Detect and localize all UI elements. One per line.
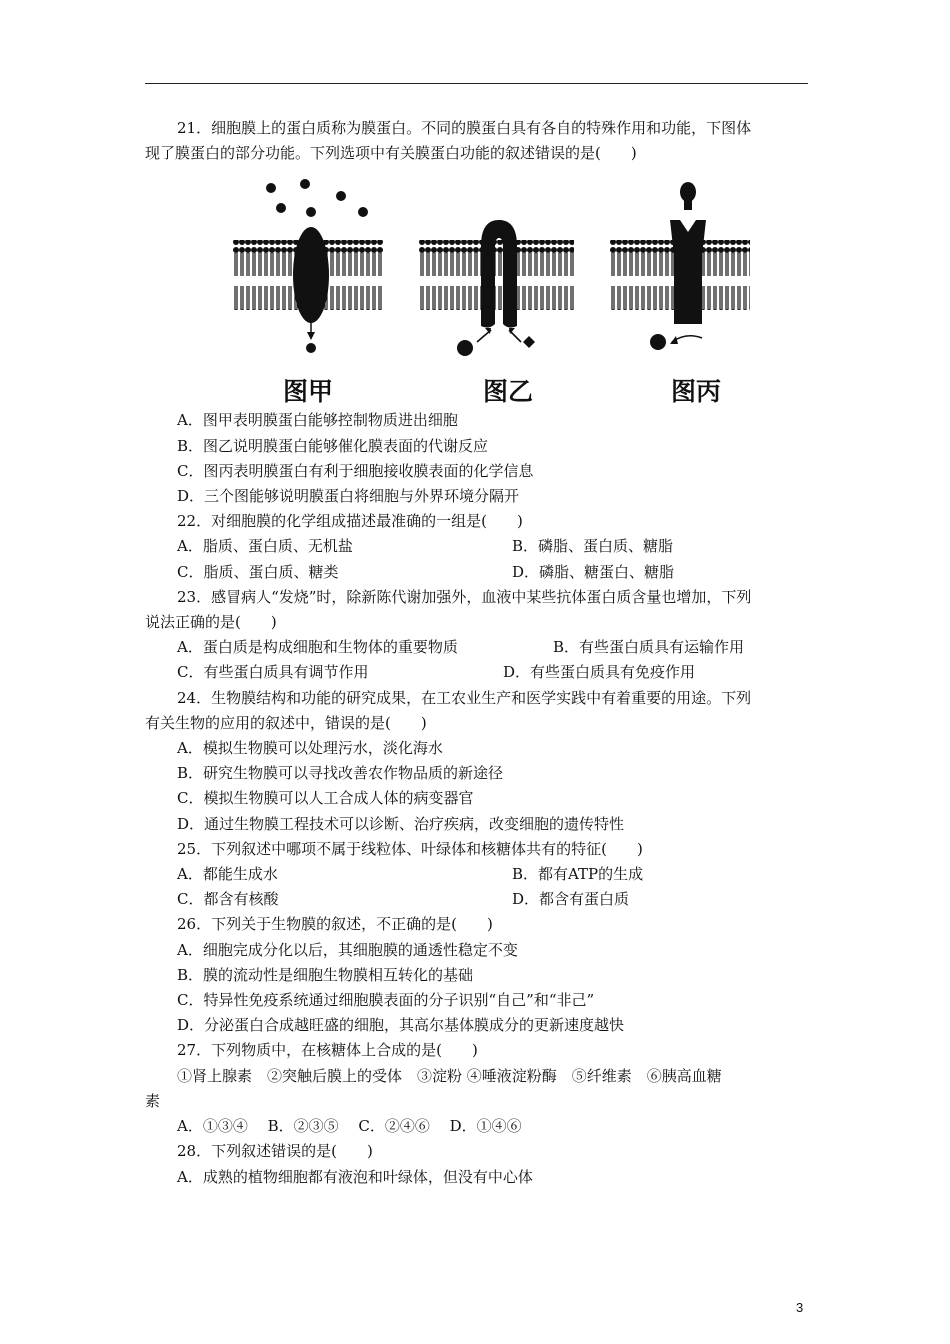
q26-option-d: D．分泌蛋白合成越旺盛的细胞，其高尔基体膜成分的更新速度越快	[177, 1016, 625, 1035]
q22-option-a: A．脂质、蛋白质、无机盐	[177, 537, 353, 556]
q24-stem-line2: 有关生物的应用的叙述中，错误的是( )	[145, 713, 427, 732]
q22-options-row2	[145, 560, 808, 585]
page-content	[145, 116, 808, 1190]
q21-option-d: D．三个图能够说明膜蛋白将细胞与外界环境分隔开	[177, 487, 520, 506]
receptor-protein-diagram	[610, 176, 750, 366]
q23-stem-line2: 说法正确的是( )	[145, 613, 277, 632]
q21-option-a: A．图甲表明膜蛋白能够控制物质进出细胞	[177, 411, 458, 430]
figure-jia-label: 图甲	[283, 377, 334, 407]
q26-option-c: C．特异性免疫系统通过细胞膜表面的分子识别“自己”和“非己”	[177, 991, 595, 1010]
q25-option-a: A．都能生成水	[177, 865, 278, 884]
q25-options-row2	[145, 887, 808, 912]
figure-yi-label: 图乙	[483, 377, 534, 407]
q28-option-a: A．成熟的植物细胞都有液泡和叶绿体，但没有中心体	[177, 1167, 533, 1186]
page-number: 3	[796, 1300, 804, 1315]
q21-stem-line1: 21．细胞膜上的蛋白质称为膜蛋白。不同的膜蛋白具有各自的特殊作用和功能，下图体	[177, 119, 752, 137]
q21-stem-line2: 现了膜蛋白的部分功能。下列选项中有关膜蛋白功能的叙述错误的是( )	[145, 144, 637, 163]
q25-option-d: D．都含有蛋白质	[512, 890, 630, 909]
q22-options-row1	[145, 534, 808, 559]
q24-option-c: C．模拟生物膜可以人工合成人体的病变器官	[177, 789, 474, 808]
q26-stem: 26．下列关于生物膜的叙述，不正确的是( )	[177, 915, 493, 934]
q27-stem: 27．下列物质中，在核糖体上合成的是( )	[177, 1041, 478, 1060]
figure-yi	[419, 176, 574, 366]
q21-option-b: B．图乙说明膜蛋白能够催化膜表面的代谢反应	[177, 436, 489, 455]
q26-option-a: A．细胞完成分化以后，其细胞膜的通透性稳定不变	[177, 940, 518, 959]
q22-stem: 22．对细胞膜的化学组成描述最准确的一组是( )	[177, 512, 523, 531]
q27-items-line1: ①肾上腺素 ②突触后膜上的受体 ③淀粉 ④唾液淀粉酶 ⑤纤维素 ⑥胰高血糖	[177, 1066, 722, 1085]
q25-stem: 25．下列叙述中哪项不属于线粒体、叶绿体和核糖体共有的特征( )	[177, 839, 643, 858]
q23-option-d: D．有些蛋白质具有免疫作用	[503, 663, 696, 682]
q27-items-line2: 素	[145, 1091, 161, 1110]
q23-options-row2	[145, 660, 808, 685]
q24-stem-line1: 24．生物膜结构和功能的研究成果，在工农业生产和医学实践中有着重要的用途。下列	[177, 688, 752, 707]
q25-option-b: B．都有ATP的生成	[512, 865, 644, 884]
q23-options-row1	[145, 635, 808, 660]
q22-option-b: B．磷脂、蛋白质、糖脂	[512, 537, 674, 556]
q23-option-c: C．有些蛋白质具有调节作用	[177, 663, 369, 682]
figure-bing	[610, 176, 750, 366]
enzyme-protein-diagram	[419, 176, 574, 366]
q24-option-d: D．通过生物膜工程技术可以诊断、治疗疾病，改变细胞的遗传特性	[177, 814, 625, 833]
membrane-protein-figure	[145, 176, 808, 408]
q25-options-row1	[145, 862, 808, 887]
q25-option-c: C．都含有核酸	[177, 890, 279, 909]
q26-option-b: B．膜的流动性是细胞生物膜相互转化的基础	[177, 965, 474, 984]
q22-option-c: C．脂质、蛋白质、糖类	[177, 562, 339, 581]
q23-option-a: A．蛋白质是构成细胞和生物体的重要物质	[177, 638, 458, 657]
figure-jia	[233, 176, 383, 366]
q23-option-b: B．有些蛋白质具有运输作用	[553, 638, 745, 657]
q21-option-c: C．图丙表明膜蛋白有利于细胞接收膜表面的化学信息	[177, 461, 534, 480]
figure-bing-label: 图丙	[671, 377, 722, 407]
q22-option-d: D．磷脂、糖蛋白、糖脂	[512, 562, 675, 581]
header-rule	[145, 83, 808, 84]
q23-stem-line1: 23．感冒病人“发烧”时，除新陈代谢加强外，血液中某些抗体蛋白质含量也增加，下列	[177, 587, 752, 606]
q24-option-a: A．模拟生物膜可以处理污水，淡化海水	[177, 739, 443, 758]
q24-option-b: B．研究生物膜可以寻找改善农作物品质的新途径	[177, 764, 504, 783]
q28-stem: 28．下列叙述错误的是( )	[177, 1142, 373, 1161]
channel-protein-diagram	[233, 176, 383, 366]
q27-answer-choices: A．①③④ B．②③⑤ C．②④⑥ D．①④⑥	[177, 1117, 522, 1136]
